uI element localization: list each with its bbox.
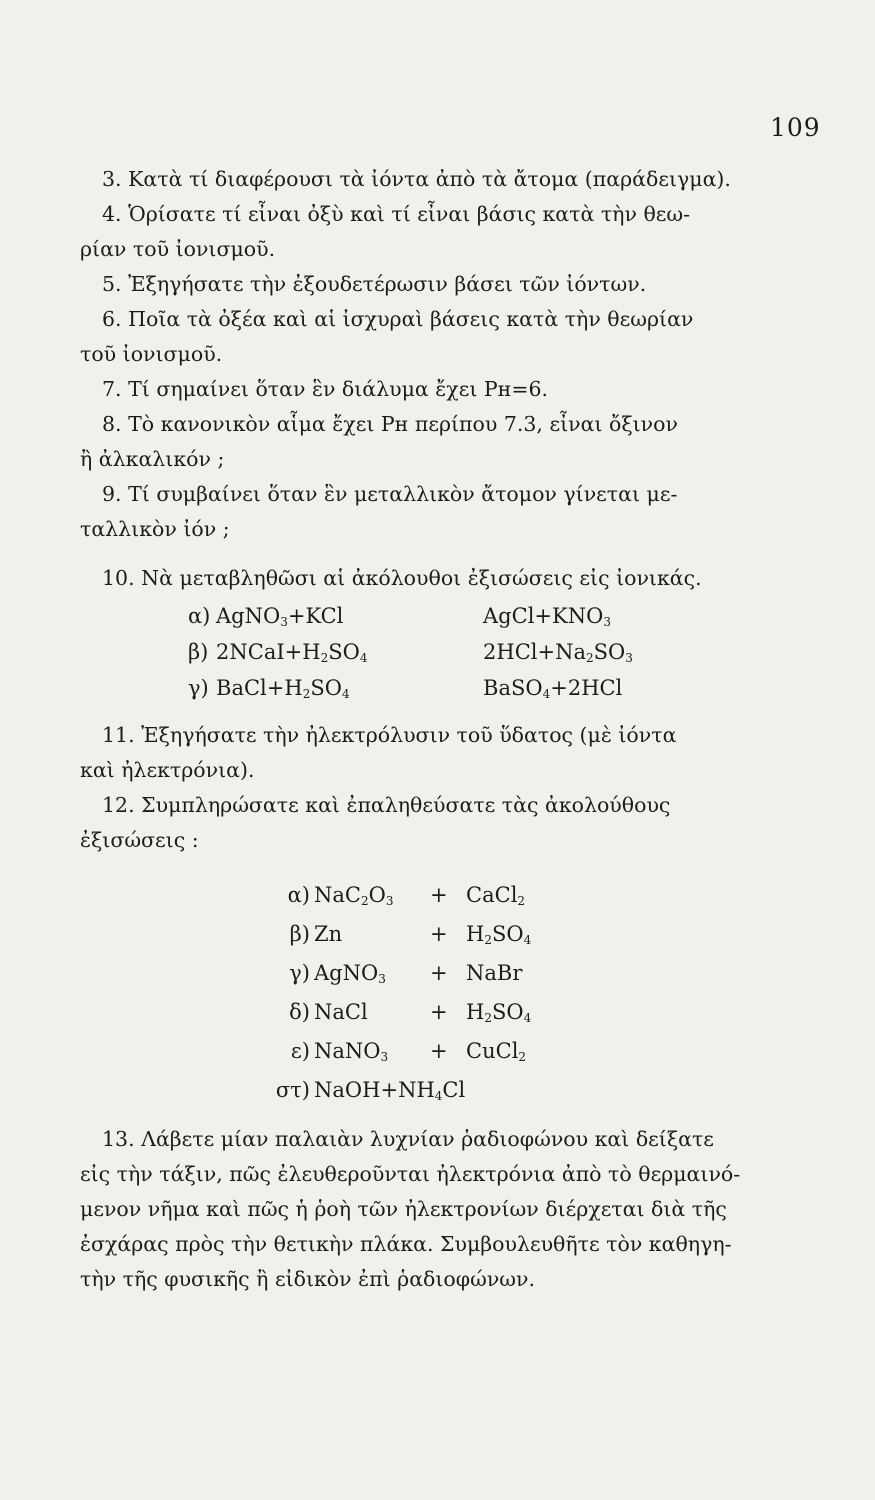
question-number: 5. [102,272,122,296]
question-text: Ἐξηγήσατε τὴν ἐξουδετέρωσιν βάσει τῶν ἰόντων. [128,272,647,296]
equation-operator: + [430,961,448,985]
question-text: Ἐξηγήσατε τὴν ἠλεκτρόλυσιν τοῦ ὕδατος (μὲ ἰόντα [141,723,677,747]
equation-row [252,993,531,1032]
question-12 [102,788,792,823]
reaction-products: $2HCl+Na_2SO_3$ [483,639,633,665]
equation-reactant-a: NaCl [314,1000,368,1024]
question-number: 7. [102,377,122,401]
equation-operator: + [430,1000,448,1024]
equation-row [252,1071,531,1110]
reaction-reactants: AgNO$_3$+KCl [216,603,344,629]
equation-label: δ) [289,1000,310,1024]
question-11 [102,718,792,753]
question-10 [102,561,792,596]
equation-row [252,876,531,915]
question-text: Ποῖα τὰ ὀξέα καὶ αἱ ἰσχυραὶ βάσεις κατὰ τὴν θεωρίαν [128,307,694,331]
question-number: 4. [102,202,122,226]
equation-reactant-b: CaCl$_2$ [466,883,526,908]
question-9-continuation: ταλλικὸν ἰόν ; [80,517,230,541]
question-4 [102,197,792,232]
question-number: 8. [102,412,122,436]
question-number: 10. [102,566,135,590]
equation-reactant-b: CuCl$_2$ [466,1039,527,1064]
question-12-continuation: ἐξισώσεις : [80,828,199,852]
equation-operator: + [430,883,448,907]
question-13-line: τὴν τῆς φυσικῆς ἢ εἰδικὸν ἐπὶ ῥαδιοφώνων. [80,1267,536,1291]
equation-reactant-b: $H_2SO_4$ [466,922,532,947]
question-9 [102,477,792,512]
question-3 [102,162,792,197]
question-text: Ὁρίσατε τί εἶναι ὀξὺ καὶ τί εἶναι βάσις κατὰ τὴν θεω- [128,202,691,226]
exercise-list [80,162,792,1297]
reaction-products: $AgCl+KNO_3$ [483,603,611,629]
page-number: 109 [770,113,821,142]
question-number: 6. [102,307,122,331]
equation-reactant-a: $NaC_2O_3$ [314,883,394,908]
reaction-row [188,670,633,706]
question-8-continuation: ἢ ἀλκαλικόν ; [80,447,225,471]
question-13 [102,1122,792,1157]
question-13-continuation [80,1157,792,1297]
equation-reactant-b: $H_2SO_4$ [466,1000,532,1025]
reaction-label: γ) [188,675,209,700]
question-text: Τὸ κανονικὸν αἷμα ἔχει Pн περίπου 7.3, εἶναι ὄξινον [128,412,678,436]
question-5 [102,267,792,302]
equation-reactant-a: AgNO$_3$ [314,961,386,986]
question-13-line: ἐσχάρας πρὸς τὴν θετικὴν πλάκα. Συμβουλευθῆτε τὸν καθηγη- [80,1232,732,1256]
question-text: Κατὰ τί διαφέρουσι τὰ ἰόντα ἀπὸ τὰ ἄτομα (παράδειγμα). [128,167,731,191]
equation-operator: + [430,1039,448,1063]
equation-label: γ) [289,961,310,985]
question-number: 12. [102,793,135,817]
equation-row [252,1032,531,1071]
question-7 [102,372,792,407]
equation-row [252,915,531,954]
question-13-line: μενον νῆμα καὶ πῶς ἡ ῥοὴ τῶν ἠλεκτρονίων διέρχεται διὰ τῆς [80,1197,727,1221]
question-6-continuation: τοῦ ἰονισμοῦ. [80,342,223,366]
equation-label: α) [287,883,310,907]
reaction-reactants: $2NCaI+H_2SO_4$ [216,639,368,665]
equations-table [252,876,531,1110]
reaction-products: BaSO$_4$+2HCl [483,675,623,701]
equation-reactant-a: Zn [314,922,343,946]
reaction-row [188,634,633,670]
reactions-table [188,598,633,706]
equation-label: β) [289,922,310,946]
question-number: 13. [102,1127,135,1151]
question-text: Νὰ μεταβληθῶσι αἱ ἀκόλουθοι ἐξισώσεις εἰς ἰονικάς. [141,566,702,590]
equation-operator: + [430,922,448,946]
question-11-continuation: καὶ ἠλεκτρόνια). [80,758,255,782]
question-number: 11. [102,723,135,747]
equation-label: στ) [275,1078,310,1102]
question-4-continuation: ρίαν τοῦ ἰονισμοῦ. [80,237,276,261]
reaction-label: β) [188,639,209,664]
equation-row [252,954,531,993]
question-text: Τί σημαίνει ὅταν ἓν διάλυμα ἔχει Pн=6. [128,377,549,401]
question-text: Συμπληρώσατε καὶ ἐπαληθεύσατε τὰς ἀκολούθους [141,793,671,817]
question-8 [102,407,792,442]
question-13-line: εἰς τὴν τάξιν, πῶς ἐλευθεροῦνται ἠλεκτρόνια ἀπὸ τὸ θερμαινό- [80,1162,741,1186]
question-text: Λάβετε μίαν παλαιὰν λυχνίαν ῥαδιοφώνου καὶ δείξατε [141,1127,714,1151]
question-number: 9. [102,482,122,506]
reaction-row [188,598,633,634]
question-number: 3. [102,167,122,191]
equation-reactant-a: $NaOH+NH_4Cl$ [314,1078,466,1103]
reaction-reactants: $BaCl+H_2SO_4$ [216,675,350,701]
question-6 [102,302,792,337]
reaction-label: α) [188,603,211,628]
question-text: Τί συμβαίνει ὅταν ἓν μεταλλικὸν ἄτομον γίνεται με- [128,482,678,506]
equation-reactant-b: NaBr [466,961,523,985]
equation-reactant-a: NaNO$_3$ [314,1039,389,1064]
equation-label: ε) [290,1039,310,1063]
